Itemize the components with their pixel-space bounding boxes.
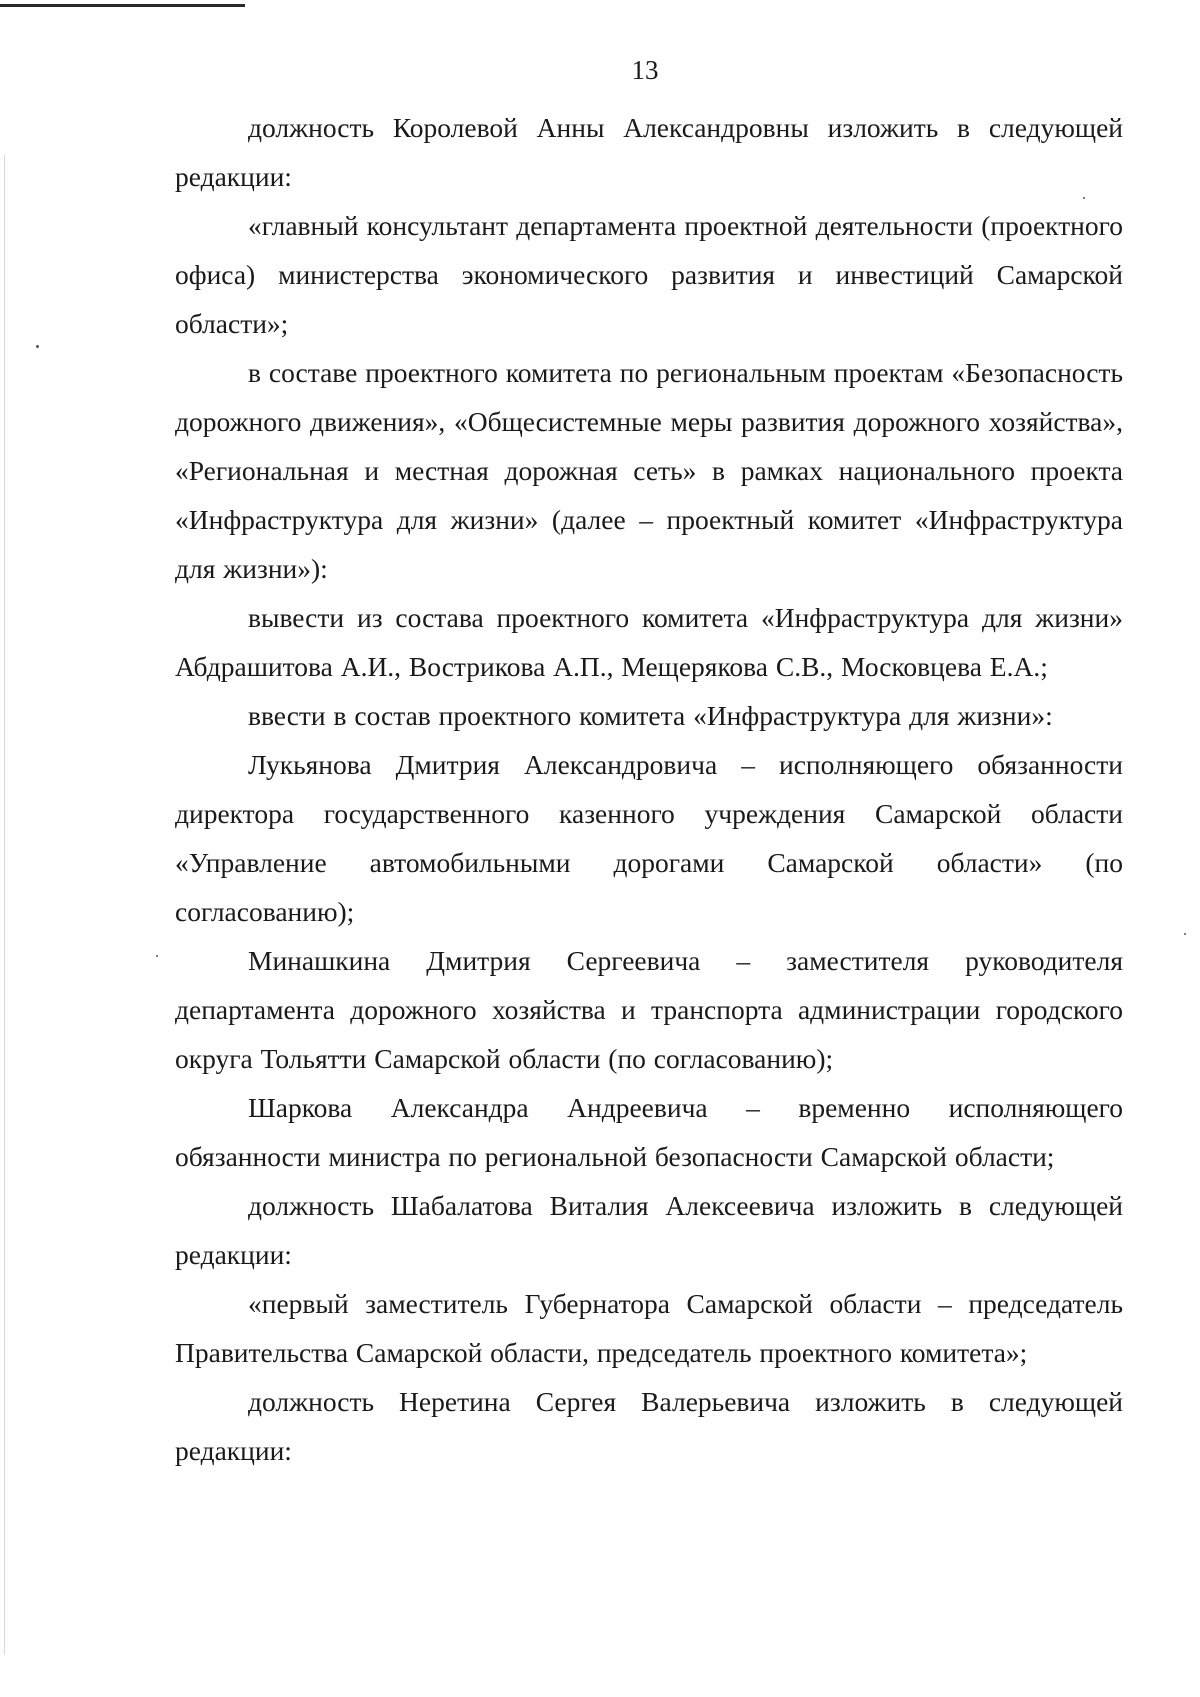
paragraph-4: вывести из состава проектного комитета «Инфраструктура для жизни» Абдрашитова А.И., Вострикова А.П., Мещерякова С.В., Московцева Е.А.; — [175, 602, 1123, 682]
scan-speck — [1083, 197, 1085, 199]
paragraph-1: должность Королевой Анны Александровны изложить в следующей редакции: — [175, 112, 1123, 192]
page-number: 13 — [631, 55, 659, 85]
scan-speck — [36, 345, 39, 348]
document-body — [175, 103, 1123, 1475]
paragraph-6: Лукьянова Дмитрия Александровича – исполняющего обязанности директора государственного казенного учреждения Самарской области «Управление автомобильными дорогами Самарской области» (по согласованию); — [175, 749, 1123, 927]
paragraph-9: должность Шабалатова Виталия Алексеевича изложить в следующей редакции: — [175, 1190, 1123, 1270]
paragraph-3: в составе проектного комитета по региональным проектам «Безопасность дорожного движения», «Общесистемные меры развития дорожного хозяйства», «Региональная и местная дорожная сеть» в рамках национального проекта «Инфраструктура для жизни» (далее – проектный комитет «Инфраструктура для жизни»): — [175, 357, 1123, 584]
paragraph-2: «главный консультант департамента проектной деятельности (проектного офиса) министерства экономического развития и инвестиций Самарской области»; — [175, 210, 1123, 339]
scan-speck — [156, 955, 158, 957]
paragraph-11: должность Неретина Сергея Валерьевича изложить в следующей редакции: — [175, 1386, 1123, 1466]
paragraph-5: ввести в состав проектного комитета «Инфраструктура для жизни»: — [248, 700, 1053, 731]
paragraph-10: «первый заместитель Губернатора Самарской области – председатель Правительства Самарской области, председатель проектного комитета»; — [175, 1288, 1123, 1368]
scan-left-edge — [4, 155, 5, 1655]
paragraph-8: Шаркова Александра Андреевича – временно исполняющего обязанности министра по региональной безопасности Самарской области; — [175, 1092, 1123, 1172]
scan-speck — [1184, 933, 1186, 935]
paragraph-7: Минашкина Дмитрия Сергеевича – заместителя руководителя департамента дорожного хозяйства и транспорта администрации городского округа Тольятти Самарской области (по согласованию); — [175, 945, 1123, 1074]
scan-edge-line — [0, 4, 245, 7]
